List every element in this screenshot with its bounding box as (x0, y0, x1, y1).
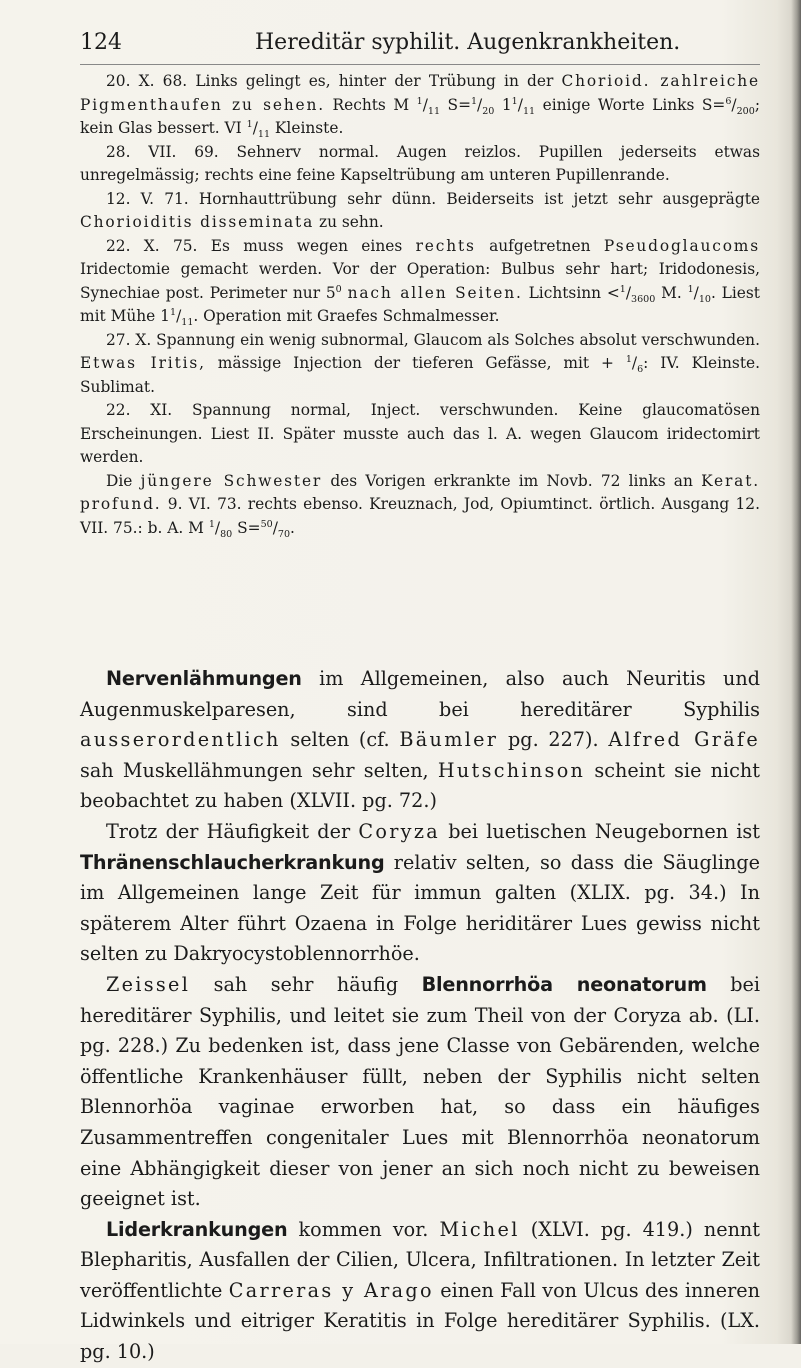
note-paragraph: 22. X. 75. Es muss wegen eines rechts aufgetretnen Pseudoglaucoms Iridectomie gemacht werden. Vor der Operation: Bulbus sehr hart; Iridodonesis, Synechiae post. Perimeter nur $5^0$ nach allen Seiten. Lichtsinn $<^1/_{3600}$ M. $^1/_{10}$. Liest mit Mühe $1^1/_{11}$. Operation mit Graefes Schmalmesser. (80, 236, 760, 329)
body-paragraph: Trotz der Häufigkeit der Coryza bei luetischen Neugebornen ist Thränenschlaucherkrankung relativ selten, so dass die Säuglinge im Allgemeinen lange Zeit für immun galten (XLIX. pg. 34.) In späterem Alter führt Ozaena in Folge heriditärer Lues gewiss nicht selten zu Dakryocystoblennorrhöe. (80, 819, 760, 966)
note-paragraph: 22. XI. Spannung normal, Inject. verschwunden. Keine glaucomatösen Erscheinungen. Liest II. Später musste auch das l. A. wegen Glaucom iridectomirt werden. (80, 401, 760, 466)
body-paragraph: Nervenlähmungen im Allgemeinen, also auch Neuritis und Augenmuskelparesen, sind bei hereditärer Syphilis ausserordentlich selten (cf. Bäumler pg. 227). Alfred Gräfe sah Muskellähmungen sehr selten, Hutschinson scheint sie nicht beobachtet zu haben (XLVII. pg. 72.) (80, 667, 760, 813)
note-paragraph: Die jüngere Schwester des Vorigen erkrankte im Novb. 72 links an Kerat. profund. 9. VI. 73. rechts ebenso. Kreuznach, Jod, Opiumtinct. örtlich. Ausgang 12. VII. 75.: b. A. M $^1/_{80}$ $S=^{50}/_{70}$. (80, 471, 760, 540)
body-paragraph: Liderkrankungen kommen vor. Michel (XLVI. pg. 419.) nennt Blepharitis, Ausfallen der Cilien, Ulcera, Infiltrationen. In letzter Zeit veröffentlichte Carreras y Arago einen Fall von Ulcus des inneren Lidwinkels und eitriger Keratitis in Folge hereditärer Syphilis. (LX. pg. 10.) (80, 1217, 760, 1364)
case-notes (80, 70, 760, 540)
keyword-liderkrankungen: Liderkrankungen (106, 1217, 288, 1241)
keyword-nervenlaehmungen: Nervenlähmungen (106, 667, 302, 690)
keyword-blennorrhoea: Blennorrhöa neonatorum (421, 972, 707, 996)
page-edge-shadow (791, 0, 801, 1344)
note-paragraph: 27. X. Spannung ein wenig subnormal, Glaucom als Solches absolut verschwunden. Etwas Iritis, mässige Injection der tieferen Gefässe, mit + $^1/_6$: IV. Kleinste. Sublimat. (80, 330, 761, 396)
note-paragraph: 12. V. 71. Hornhauttrübung sehr dünn. Beiderseits ist jetzt sehr ausgeprägte Chorioiditis disseminata zu sehn. (80, 189, 760, 231)
keyword-thraenenschlaucherkrankung: Thränenschlaucherkrankung (80, 850, 385, 874)
body-paragraph: Zeissel sah sehr häufig Blennorrhöa neonatorum bei hereditärer Syphilis, und leitet sie zum Theil von der Coryza ab. (LI. pg. 228.) Zu bedenken ist, dass jene Classe von Gebärenden, welche öffentliche Krankenhäuser füllt, neben der Syphilis nicht selten Blennorhöa vaginae erworben hat, so dass ein häufiges Zusammentreffen congenitaler Lues mit Blennorrhöa neonatorum eine Abhängigkeit dieser von jener an sich noch nicht zu beweisen geeignet ist. (80, 972, 760, 1211)
page-number: 124 (80, 30, 122, 55)
note-paragraph: 20. X. 68. Links gelingt es, hinter der Trübung in der Chorioid. zahlreiche Pigmenthaufen zu sehen. Rechts M $^1/_{11}$ $S=^1/_{20}$ $1^1/_{11}$ einige Worte Links $S=^6/_{200}$; kein Glas bessert. VI $^1/_{11}$ Kleinste. (80, 72, 760, 141)
running-title: Hereditär syphilit. Augenkrankheiten. (255, 30, 681, 55)
main-text (80, 664, 760, 1368)
header-rule (80, 64, 760, 65)
note-paragraph: 28. VII. 69. Sehnerv normal. Augen reizlos. Pupillen jederseits etwas unregelmässig; rechts eine feine Kapseltrübung am unteren Pupillenrande. (80, 142, 760, 184)
